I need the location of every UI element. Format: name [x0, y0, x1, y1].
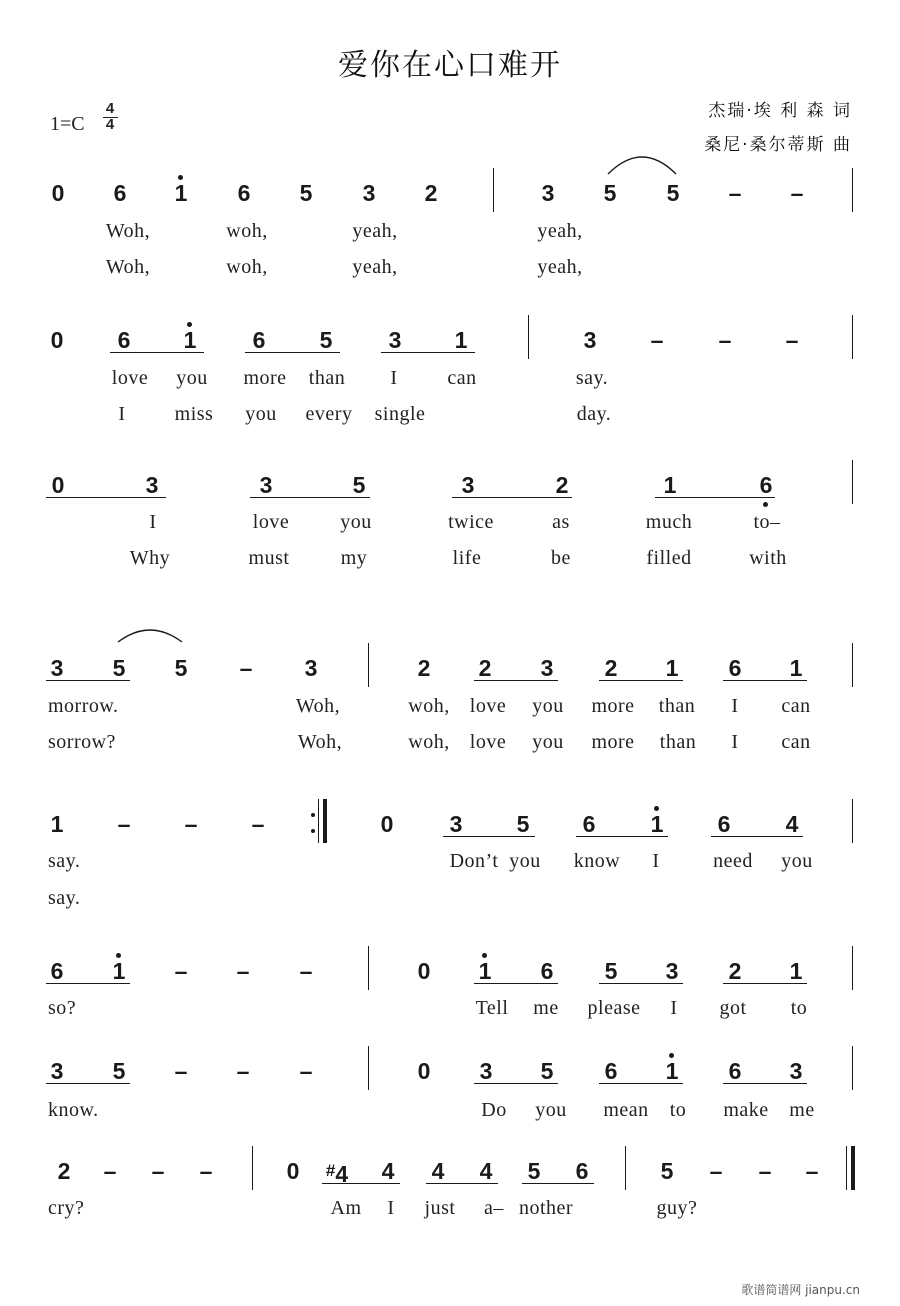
- repeat-barline-thin: [318, 799, 319, 843]
- lyric-word: woh,: [226, 256, 268, 278]
- lyric-word: miss: [174, 403, 214, 425]
- lyric-word: every: [305, 403, 353, 425]
- lyric-word: yeah,: [537, 256, 583, 278]
- note: 5: [112, 655, 126, 681]
- note: 2: [57, 1158, 71, 1184]
- lyric-word: be: [551, 547, 571, 569]
- note: 6: [759, 472, 773, 498]
- dash: –: [709, 1158, 723, 1184]
- dash: –: [184, 811, 198, 837]
- high-octave-dot: [654, 806, 659, 811]
- lyric-word: I: [390, 367, 398, 389]
- note: 5: [666, 180, 680, 206]
- dash: –: [299, 958, 313, 984]
- lyric-word: woh,: [408, 731, 450, 753]
- note: 0: [380, 811, 394, 837]
- repeat-dot: [311, 813, 315, 817]
- lyric-word: more: [591, 695, 635, 717]
- note: 3: [50, 1058, 64, 1084]
- lyric-word: I: [670, 997, 678, 1019]
- lyric-word: Don’t: [449, 850, 499, 872]
- lyric-word: you: [532, 731, 564, 753]
- note: 0: [417, 1058, 431, 1084]
- lyric-word: me: [789, 1099, 815, 1121]
- underline-beam: [576, 836, 668, 837]
- note: 6: [113, 180, 127, 206]
- dash: –: [199, 1158, 213, 1184]
- lyric-word: you: [245, 403, 277, 425]
- lyric-word: yeah,: [537, 220, 583, 242]
- barline: [852, 168, 853, 212]
- underline-beam: [452, 497, 572, 498]
- note: 0: [51, 472, 65, 498]
- lyric-word: to: [790, 997, 808, 1019]
- underline-beam: [322, 1183, 400, 1184]
- lyric-word: Woh,: [105, 256, 151, 278]
- dash: –: [151, 1158, 165, 1184]
- note: 2: [478, 655, 492, 681]
- dash: –: [728, 180, 742, 206]
- underline-beam: [46, 983, 130, 984]
- underline-beam: [599, 983, 683, 984]
- barline: [368, 1046, 369, 1090]
- note: 1: [50, 811, 64, 837]
- barline: [852, 1046, 853, 1090]
- note: 0: [50, 327, 64, 353]
- lyric-word: please: [587, 997, 641, 1019]
- lyric-word: I: [731, 731, 739, 753]
- lyric-word: more: [591, 731, 635, 753]
- note: 4: [785, 811, 799, 837]
- note: 6: [237, 180, 251, 206]
- note: 6: [50, 958, 64, 984]
- lyric-word: you: [781, 850, 813, 872]
- time-signature: [103, 101, 117, 133]
- note: 3: [50, 655, 64, 681]
- repeat-dot: [311, 829, 315, 833]
- lyric-word: than: [308, 367, 346, 389]
- note: 5: [527, 1158, 541, 1184]
- note: 3: [665, 958, 679, 984]
- note: 2: [728, 958, 742, 984]
- lyric-word: just: [424, 1197, 456, 1219]
- low-octave-dot: [763, 502, 768, 507]
- note: 6: [252, 327, 266, 353]
- lyric-word: to: [669, 1099, 687, 1121]
- dash: –: [718, 327, 732, 353]
- lyric-word: morrow.: [48, 695, 119, 717]
- barline: [368, 643, 369, 687]
- underline-beam: [474, 983, 558, 984]
- note: 6: [582, 811, 596, 837]
- note: 6: [575, 1158, 589, 1184]
- note: 3: [479, 1058, 493, 1084]
- underline-beam: [474, 1083, 558, 1084]
- note: 3: [449, 811, 463, 837]
- lyric-word: with: [749, 547, 787, 569]
- dash: –: [251, 811, 265, 837]
- dash: –: [236, 1058, 250, 1084]
- lyric-word: Woh,: [295, 695, 341, 717]
- underline-beam: [723, 680, 807, 681]
- lyric-word: love: [469, 695, 507, 717]
- barline: [625, 1146, 626, 1190]
- note: 2: [424, 180, 438, 206]
- lyric-word: Woh,: [105, 220, 151, 242]
- note: 3: [789, 1058, 803, 1084]
- underline-beam: [46, 680, 130, 681]
- note: 4: [431, 1158, 445, 1184]
- final-barline-thick: [851, 1146, 855, 1190]
- lyric-word: make: [723, 1099, 769, 1121]
- underline-beam: [46, 497, 166, 498]
- barline: [852, 799, 853, 843]
- note: 5: [603, 180, 617, 206]
- note: 6: [728, 655, 742, 681]
- lyric-word: filled: [646, 547, 692, 569]
- high-octave-dot: [482, 953, 487, 958]
- underline-beam: [599, 680, 683, 681]
- song-title: 爱你在心口难开: [338, 48, 562, 83]
- lyric-word: Woh,: [297, 731, 343, 753]
- dash: –: [174, 1058, 188, 1084]
- lyric-word: day.: [576, 403, 612, 425]
- note: 3: [259, 472, 273, 498]
- dash: –: [650, 327, 664, 353]
- barline: [528, 315, 529, 359]
- underline-beam: [723, 983, 807, 984]
- note: 2: [555, 472, 569, 498]
- lyric-word: you: [535, 1099, 567, 1121]
- underline-beam: [250, 497, 370, 498]
- lyric-word: Why: [129, 547, 171, 569]
- dash: –: [785, 327, 799, 353]
- tie-slur: [116, 624, 186, 646]
- lyric-word: can: [781, 731, 811, 753]
- repeat-barline-thick: [323, 799, 327, 843]
- dash: –: [299, 1058, 313, 1084]
- lyric-word: so?: [48, 997, 77, 1019]
- lyric-word: woh,: [408, 695, 450, 717]
- note: 6: [717, 811, 731, 837]
- note: 5: [516, 811, 530, 837]
- lyric-word: yeah,: [352, 220, 398, 242]
- note: 5: [352, 472, 366, 498]
- lyric-word: say.: [48, 850, 81, 872]
- lyric-word: can: [447, 367, 477, 389]
- lyric-word: say.: [575, 367, 609, 389]
- lyric-word: as: [552, 511, 570, 533]
- lyric-word: know.: [48, 1099, 99, 1121]
- underline-beam: [110, 352, 204, 353]
- note: 1: [112, 958, 126, 984]
- lyric-word: single: [374, 403, 426, 425]
- note: 4: [381, 1158, 395, 1184]
- lyric-word: nother: [518, 1197, 574, 1219]
- lyric-word: I: [118, 403, 126, 425]
- note: 4: [335, 1161, 349, 1187]
- lyric-word: I: [387, 1197, 395, 1219]
- lyric-word: than: [658, 695, 696, 717]
- lyric-word: me: [533, 997, 559, 1019]
- note: 1: [174, 180, 188, 206]
- lyric-word: I: [149, 511, 157, 533]
- note: 0: [417, 958, 431, 984]
- note: 0: [51, 180, 65, 206]
- lyric-word: cry?: [48, 1197, 85, 1219]
- note: 6: [117, 327, 131, 353]
- time-signature-bottom: 4: [105, 116, 115, 133]
- lyric-word: need: [713, 850, 753, 872]
- high-octave-dot: [178, 175, 183, 180]
- note: 1: [478, 958, 492, 984]
- note: 3: [388, 327, 402, 353]
- lyric-word: love: [252, 511, 290, 533]
- lyric-word: twice: [448, 511, 494, 533]
- lyric-word: much: [645, 511, 693, 533]
- lyric-word: I: [731, 695, 739, 717]
- note: 1: [789, 655, 803, 681]
- note: 3: [304, 655, 318, 681]
- final-barline-thin: [846, 1146, 847, 1190]
- lyric-word: you: [509, 850, 541, 872]
- underline-beam: [443, 836, 535, 837]
- barline: [852, 460, 853, 504]
- barline: [493, 168, 494, 212]
- underline-beam: [655, 497, 775, 498]
- underline-beam: [711, 836, 803, 837]
- note: 1: [789, 958, 803, 984]
- barline: [852, 643, 853, 687]
- lyric-word: my: [340, 547, 368, 569]
- note: 5: [299, 180, 313, 206]
- note: 6: [728, 1058, 742, 1084]
- underline-beam: [46, 1083, 130, 1084]
- high-octave-dot: [116, 953, 121, 958]
- dash: –: [239, 655, 253, 681]
- time-signature-top: 4: [105, 100, 115, 117]
- barline: [368, 946, 369, 990]
- note: 1: [454, 327, 468, 353]
- lyricist-credit: 杰瑞·埃 利 森 词: [708, 101, 852, 121]
- lyric-word: Do: [481, 1099, 507, 1121]
- lyric-word: guy?: [656, 1197, 698, 1219]
- barline: [852, 315, 853, 359]
- lyric-word: yeah,: [352, 256, 398, 278]
- lyric-word: got: [719, 997, 747, 1019]
- lyric-word: Tell: [475, 997, 509, 1019]
- lyric-word: you: [532, 695, 564, 717]
- underline-beam: [381, 352, 475, 353]
- lyric-word: love: [469, 731, 507, 753]
- note: 3: [540, 655, 554, 681]
- note: 2: [604, 655, 618, 681]
- note: 6: [540, 958, 554, 984]
- note: 1: [650, 811, 664, 837]
- note: 1: [183, 327, 197, 353]
- lyric-word: Am: [330, 1197, 362, 1219]
- note: 3: [145, 472, 159, 498]
- composer-credit: 桑尼·桑尔蒂斯 曲: [704, 135, 852, 155]
- note: 0: [286, 1158, 300, 1184]
- lyric-word: I: [652, 850, 660, 872]
- note: 3: [541, 180, 555, 206]
- lyric-word: say.: [48, 887, 81, 909]
- underline-beam: [599, 1083, 683, 1084]
- key-signature: 1=C: [50, 113, 85, 135]
- underline-beam: [426, 1183, 498, 1184]
- dash: –: [236, 958, 250, 984]
- watermark: 歌谱简谱网 jianpu.cn: [741, 1283, 860, 1297]
- lyric-word: to–: [753, 511, 781, 533]
- barline: [852, 946, 853, 990]
- note: 1: [665, 1058, 679, 1084]
- note: 5: [319, 327, 333, 353]
- note: 3: [362, 180, 376, 206]
- dash: –: [174, 958, 188, 984]
- note: 1: [665, 655, 679, 681]
- lyric-word: more: [243, 367, 287, 389]
- note: 6: [604, 1058, 618, 1084]
- underline-beam: [723, 1083, 807, 1084]
- lyric-word: love: [111, 367, 149, 389]
- barline: [252, 1146, 253, 1190]
- note: 3: [461, 472, 475, 498]
- note: 2: [417, 655, 431, 681]
- lyric-word: you: [176, 367, 208, 389]
- lyric-word: you: [340, 511, 372, 533]
- sharp-sign: #: [325, 1161, 336, 1180]
- underline-beam: [522, 1183, 594, 1184]
- lyric-word: life: [452, 547, 482, 569]
- dash: –: [103, 1158, 117, 1184]
- note: 5: [112, 1058, 126, 1084]
- lyric-word: than: [659, 731, 697, 753]
- lyric-word: a–: [484, 1197, 504, 1219]
- high-octave-dot: [187, 322, 192, 327]
- dash: –: [117, 811, 131, 837]
- lyric-word: woh,: [226, 220, 268, 242]
- note: 5: [660, 1158, 674, 1184]
- note: 5: [604, 958, 618, 984]
- note: 5: [174, 655, 188, 681]
- tie-slur: [606, 148, 678, 178]
- lyric-word: can: [781, 695, 811, 717]
- underline-beam: [474, 680, 558, 681]
- dash: –: [805, 1158, 819, 1184]
- lyric-word: mean: [603, 1099, 649, 1121]
- note: 5: [540, 1058, 554, 1084]
- note: 1: [663, 472, 677, 498]
- note: 3: [583, 327, 597, 353]
- lyric-word: know: [573, 850, 621, 872]
- lyric-word: must: [248, 547, 290, 569]
- lyric-word: sorrow?: [48, 731, 116, 753]
- underline-beam: [245, 352, 340, 353]
- note: 4: [479, 1158, 493, 1184]
- dash: –: [790, 180, 804, 206]
- dash: –: [758, 1158, 772, 1184]
- high-octave-dot: [669, 1053, 674, 1058]
